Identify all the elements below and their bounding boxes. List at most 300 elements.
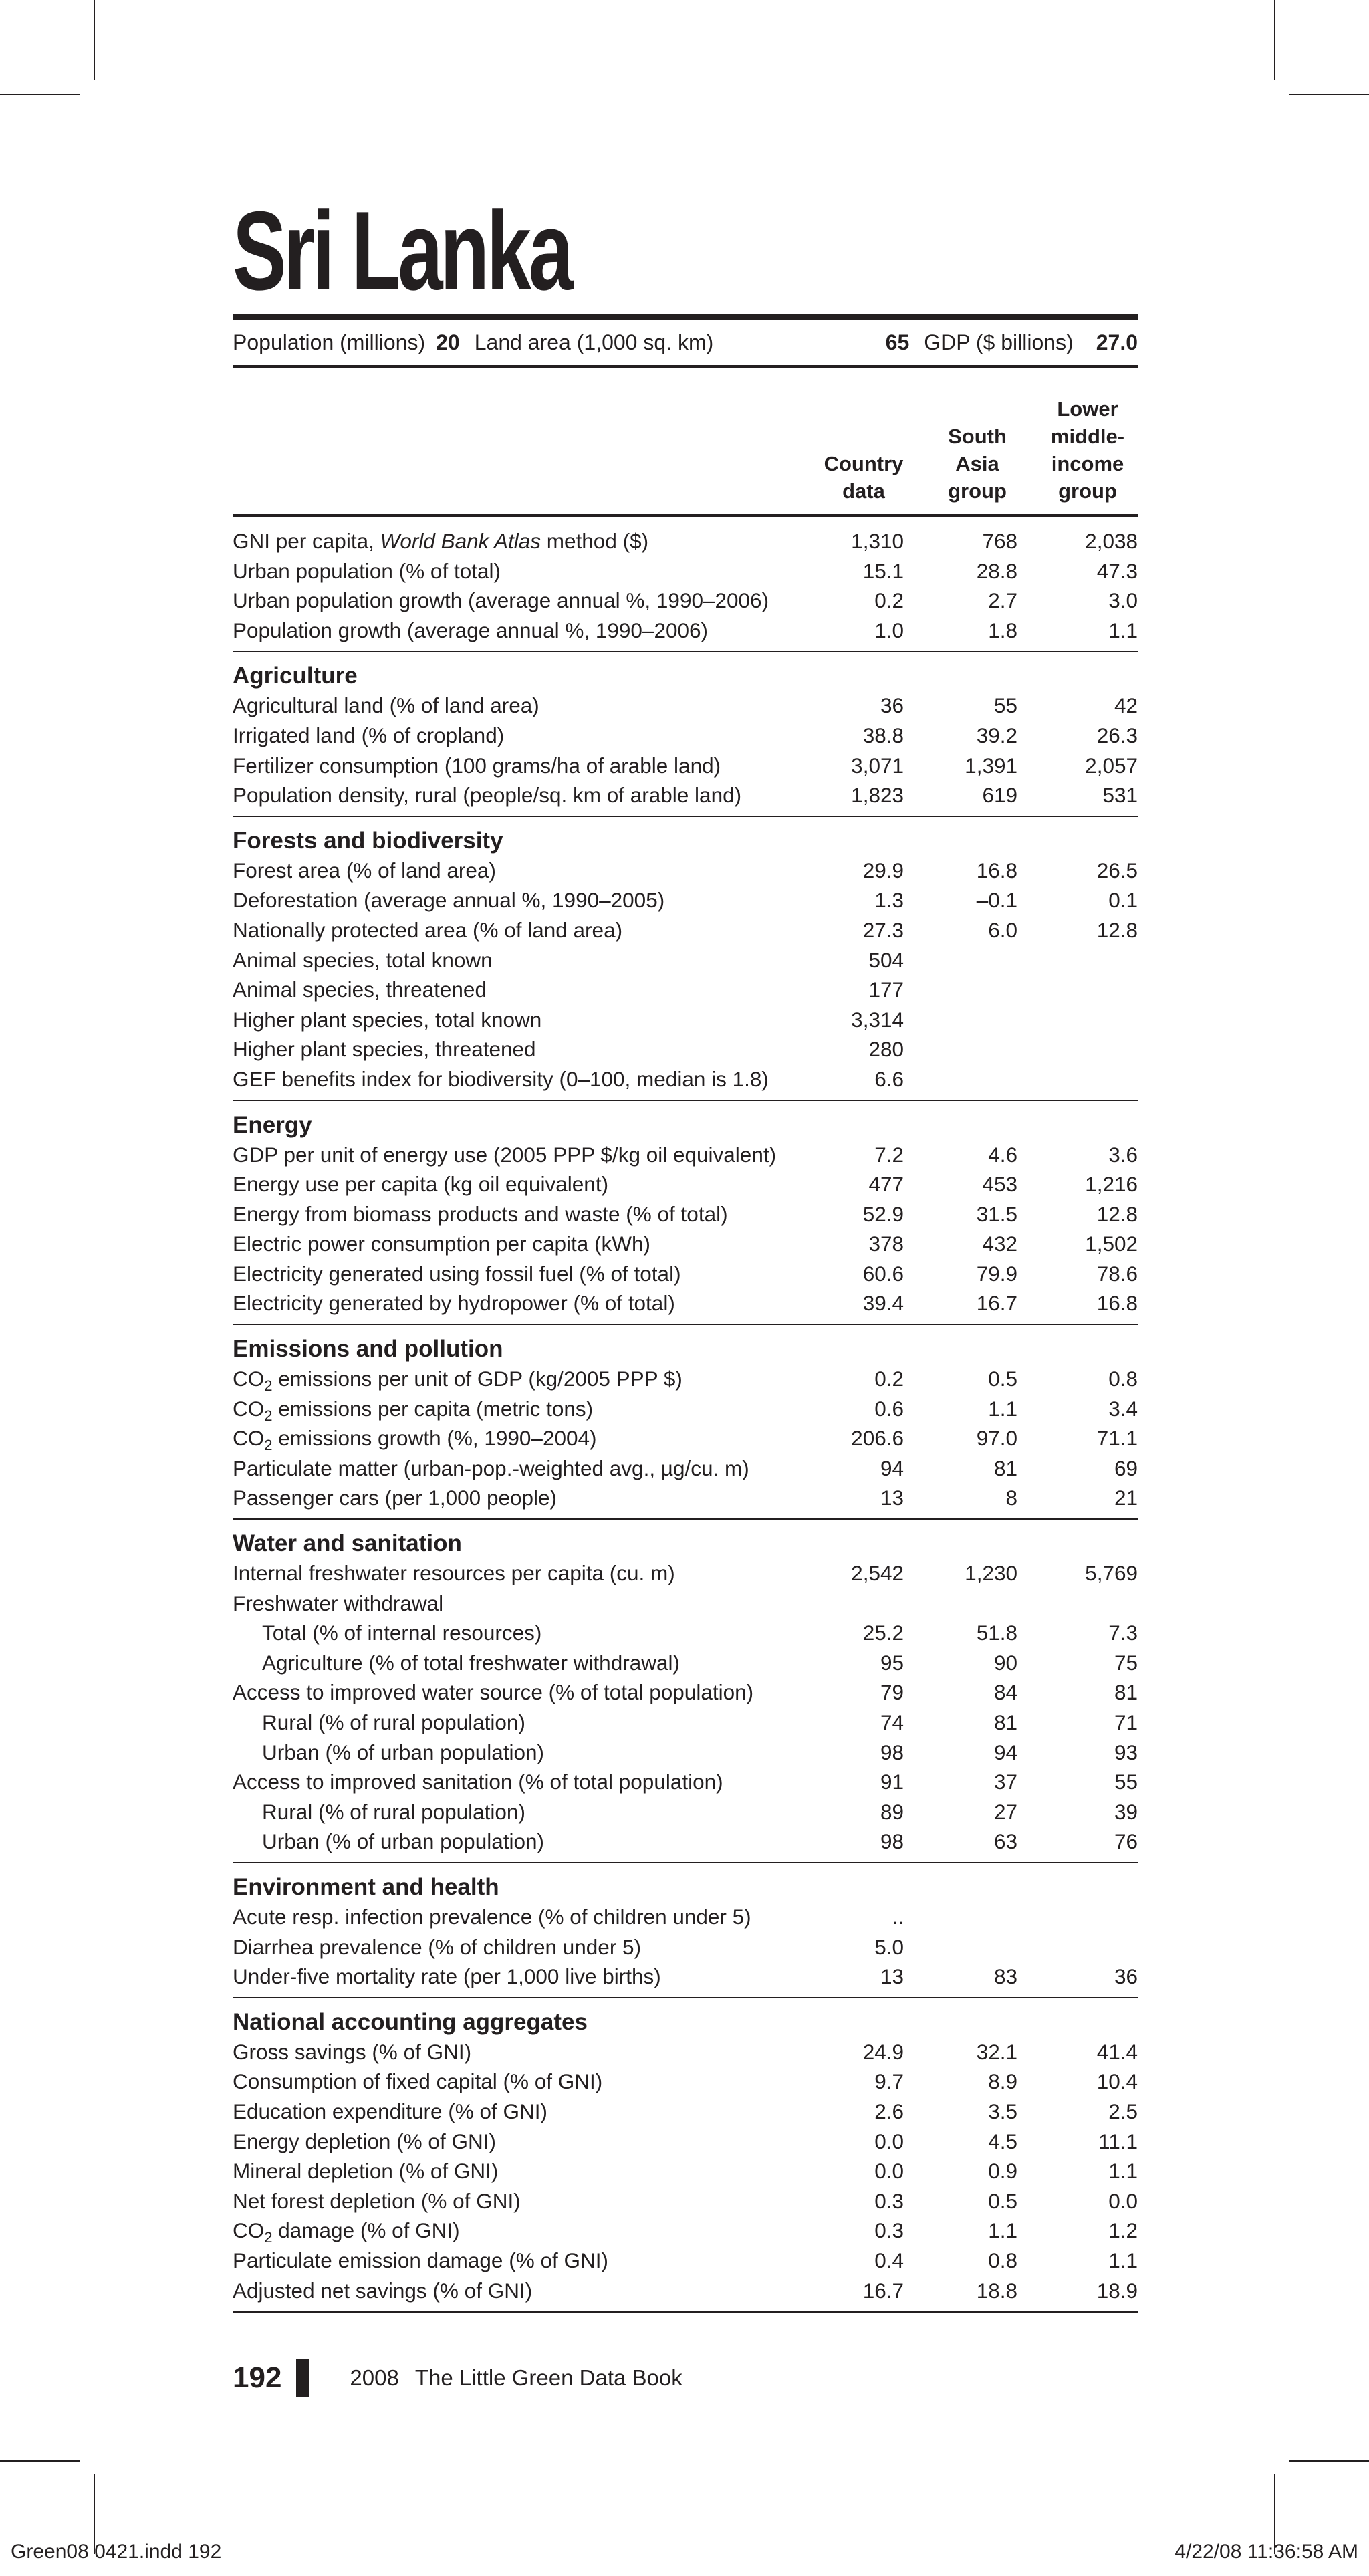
value-cell: 504 [868, 947, 904, 972]
value-cell: 16.7 [976, 1291, 1017, 1316]
value-cell: 28.8 [976, 558, 1017, 583]
table-row [233, 1394, 1138, 1424]
value-cell: 26.5 [1096, 858, 1138, 883]
row-label: Total (% of internal resources) [262, 1621, 542, 1645]
row-label: Higher plant species, total known [233, 1007, 542, 1032]
row-label: Energy use per capita (kg oil equivalent) [233, 1172, 609, 1197]
value-cell: 18.8 [976, 2278, 1017, 2303]
section-title: Forests and biodiversity [233, 827, 503, 854]
value-cell: 531 [1102, 783, 1138, 808]
value-cell: 42 [1114, 693, 1138, 718]
row-label: Education expenditure (% of GNI) [233, 2099, 547, 2123]
value-cell: 6.0 [988, 917, 1017, 942]
table-row [233, 2186, 1138, 2216]
value-cell: 98 [880, 1740, 904, 1764]
value-cell: 55 [1114, 1770, 1138, 1794]
value-cell: 71.1 [1096, 1426, 1138, 1451]
table-row [233, 2097, 1138, 2127]
row-label-text: emissions growth (%, 1990–2004) [272, 1426, 597, 1451]
row-label: Electricity generated by hydropower (% of total) [233, 1291, 675, 1316]
value-cell: 0.2 [874, 1367, 904, 1391]
slug-right: 4/22/08 11:36:58 AM [1174, 2541, 1358, 2563]
value-cell: 6.6 [874, 1066, 904, 1091]
value-cell: 98 [880, 1829, 904, 1854]
row-label: Internal freshwater resources per capita (cu. m) [233, 1561, 675, 1586]
table-section [233, 1520, 1138, 1862]
page-number: 192 [233, 2361, 282, 2394]
value-cell: 10.4 [1096, 2069, 1138, 2094]
value-cell: 0.0 [1108, 2188, 1138, 2213]
row-label-text: emissions per unit of GDP (kg/2005 PPP $) [272, 1367, 682, 1391]
row-label: Energy depletion (% of GNI) [233, 2129, 496, 2153]
row-label [233, 1364, 810, 1394]
row-label-text: damage (% of GNI) [272, 2218, 460, 2243]
land-area-label: Land area (1,000 sq. km) [474, 330, 714, 354]
value-cell: 0.4 [874, 2248, 904, 2272]
row-label [233, 1423, 810, 1453]
value-cell: 39.2 [976, 723, 1017, 747]
row-label: Access to improved water source (% of total population) [233, 1680, 754, 1705]
value-cell: 29.9 [862, 858, 904, 883]
value-cell: 8 [1005, 1486, 1017, 1510]
value-cell: 76 [1114, 1829, 1138, 1854]
value-cell: 21 [1114, 1486, 1138, 1510]
table-row [233, 1797, 1138, 1827]
crop-mark [1274, 0, 1275, 80]
table-row [233, 2127, 1138, 2157]
page-title: Sri Lanka [233, 188, 571, 314]
value-cell: 3.0 [1108, 588, 1138, 613]
value-cell: 1,391 [965, 753, 1017, 778]
value-cell: 81 [993, 1710, 1017, 1734]
value-cell [1037, 1932, 1138, 1962]
value-cell: 31.5 [976, 1201, 1017, 1226]
value-cell: 15.1 [862, 558, 904, 583]
value-cell: 94 [880, 1455, 904, 1480]
row-label: Animal species, threatened [233, 977, 487, 1002]
value-cell [917, 1932, 1037, 1962]
value-cell: 768 [982, 529, 1017, 553]
value-cell: 75 [1114, 1650, 1138, 1675]
value-cell: 47.3 [1096, 558, 1138, 583]
value-cell [1037, 975, 1138, 1005]
row-label: Energy from biomass products and waste (% of total) [233, 1201, 728, 1226]
table-row [233, 1229, 1138, 1259]
row-label: Diarrhea prevalence (% of children under 5) [233, 1934, 642, 1959]
value-cell: 0.3 [874, 2188, 904, 2213]
value-cell [1037, 1064, 1138, 1094]
value-cell: 38.8 [862, 723, 904, 747]
co2-text: CO [233, 1396, 265, 1421]
row-label-part: method ($) [541, 529, 649, 553]
value-cell: 0.9 [988, 2159, 1017, 2184]
value-cell: 12.8 [1096, 1201, 1138, 1226]
population-value: 20 [436, 330, 460, 354]
row-label: Particulate emission damage (% of GNI) [233, 2248, 608, 2272]
table-row [233, 1423, 1138, 1453]
table-row [233, 1364, 1138, 1394]
co2-text: CO [233, 1426, 265, 1451]
table-row [233, 526, 1138, 556]
row-label: GDP per unit of energy use (2005 PPP $/kg oil equivalent) [233, 1142, 777, 1167]
section-rule [233, 2311, 1138, 2313]
table-row [233, 2156, 1138, 2186]
table-row [233, 2246, 1138, 2276]
table-row [233, 1064, 1138, 1094]
value-cell: 0.5 [988, 1367, 1017, 1391]
row-label: Animal species, total known [233, 947, 493, 972]
table-row [233, 1140, 1138, 1170]
table-row [233, 2276, 1138, 2306]
row-label: Agricultural land (% of land area) [233, 693, 539, 718]
row-label: Particulate matter (urban-pop.-weighted avg., µg/cu. m) [233, 1455, 749, 1480]
row-label: Electricity generated using fossil fuel (% of total) [233, 1261, 681, 1286]
value-cell: 3.4 [1108, 1396, 1138, 1421]
value-cell: 5,769 [1085, 1561, 1138, 1586]
value-cell: 9.7 [874, 2069, 904, 2094]
value-cell: 2,542 [851, 1561, 904, 1586]
value-cell: .. [892, 1904, 904, 1929]
value-cell: 280 [868, 1037, 904, 1062]
value-cell: 60.6 [862, 1261, 904, 1286]
row-label: Under-five mortality rate (per 1,000 live births) [233, 1964, 661, 1989]
value-cell: 79.9 [976, 1261, 1017, 1286]
row-label: Net forest depletion (% of GNI) [233, 2188, 521, 2213]
value-cell: 0.1 [1108, 888, 1138, 913]
value-cell: 79 [880, 1680, 904, 1705]
value-cell: 1.1 [1108, 2159, 1138, 2184]
value-cell: 95 [880, 1650, 904, 1675]
value-cell [917, 1064, 1037, 1094]
table-row [233, 1677, 1138, 1708]
table-row [233, 1708, 1138, 1738]
population-label: Population (millions) [233, 330, 426, 354]
footer-text [350, 2365, 698, 2391]
table-row [233, 1767, 1138, 1797]
page-footer [233, 2359, 699, 2397]
table-row [233, 721, 1138, 751]
value-cell: 0.6 [874, 1396, 904, 1421]
crop-mark [1289, 94, 1369, 95]
table-row [233, 2037, 1138, 2067]
gdp-label: GDP ($ billions) [924, 330, 1074, 354]
table-row [233, 1169, 1138, 1199]
value-cell: 41.4 [1096, 2039, 1138, 2064]
co2-text: CO [233, 1367, 265, 1391]
value-cell: 8.9 [988, 2069, 1017, 2094]
section-title: Water and sanitation [233, 1530, 462, 1557]
value-cell: 0.0 [874, 2159, 904, 2184]
value-cell: 477 [868, 1172, 904, 1197]
table-row [233, 915, 1138, 945]
value-cell: 206.6 [851, 1426, 904, 1451]
row-label [233, 1394, 810, 1424]
value-cell: 94 [993, 1740, 1017, 1764]
gdp-value: 27.0 [1096, 330, 1138, 354]
co2-text: CO [233, 2218, 265, 2243]
table-section [233, 1325, 1138, 1518]
table-row [233, 1453, 1138, 1484]
table-row [233, 1483, 1138, 1513]
value-cell: 1.8 [988, 618, 1017, 642]
row-label: Rural (% of rural population) [262, 1710, 525, 1734]
table-row [233, 616, 1138, 646]
row-label: Higher plant species, threatened [233, 1037, 536, 1062]
value-cell: 432 [982, 1232, 1017, 1256]
row-label: Electric power consumption per capita (kWh) [233, 1232, 650, 1256]
row-label: Irrigated land (% of cropland) [233, 723, 505, 747]
value-cell: 1.3 [874, 888, 904, 913]
section-title: Environment and health [233, 1873, 499, 1900]
value-cell: 91 [880, 1770, 904, 1794]
table-row [233, 1962, 1138, 1992]
country-page [233, 188, 1138, 2313]
value-cell: 0.0 [874, 2129, 904, 2153]
footer-bar [296, 2359, 309, 2397]
table-section [233, 517, 1138, 651]
crop-mark [0, 2460, 80, 2462]
value-cell: 37 [993, 1770, 1017, 1794]
value-cell: 32.1 [976, 2039, 1017, 2064]
value-cell [917, 945, 1037, 975]
value-cell: 1,230 [965, 1561, 1017, 1586]
section-title: Agriculture [233, 663, 358, 689]
table-row [233, 1589, 1138, 1619]
row-label: Freshwater withdrawal [233, 1591, 444, 1615]
value-cell: 1.1 [1108, 2248, 1138, 2272]
value-cell: 83 [993, 1964, 1017, 1989]
value-cell: 51.8 [976, 1621, 1017, 1645]
value-cell: 177 [868, 977, 904, 1002]
table-row [233, 1618, 1138, 1648]
value-cell: 2.6 [874, 2099, 904, 2123]
column-header-country: Country data [824, 452, 904, 503]
table-row [233, 780, 1138, 810]
value-cell: 36 [880, 693, 904, 718]
row-label: Deforestation (average annual %, 1990–2005) [233, 888, 665, 913]
row-label: Agriculture (% of total freshwater withdrawal) [262, 1650, 680, 1675]
table-row [233, 1827, 1138, 1857]
co2-subscript: 2 [264, 1407, 273, 1424]
value-cell: 619 [982, 783, 1017, 808]
value-cell: 16.8 [1096, 1291, 1138, 1316]
table-section [233, 1998, 1138, 2311]
table-row [233, 1558, 1138, 1589]
value-cell: 2.5 [1108, 2099, 1138, 2123]
value-cell: 84 [993, 1680, 1017, 1705]
value-cell: 25.2 [862, 1621, 904, 1645]
value-cell: 1,310 [851, 529, 904, 553]
value-cell: 11.1 [1098, 2129, 1138, 2153]
table-row [233, 1034, 1138, 1064]
value-cell: 1,502 [1085, 1232, 1138, 1256]
value-cell: 13 [880, 1964, 904, 1989]
value-cell: 0.3 [874, 2218, 904, 2243]
value-cell: 39.4 [862, 1291, 904, 1316]
value-cell: 1.0 [874, 618, 904, 642]
table-row [233, 885, 1138, 915]
table-row [233, 856, 1138, 886]
value-cell: 13 [880, 1486, 904, 1510]
value-cell [1037, 945, 1138, 975]
table-row [233, 586, 1138, 616]
row-label: Nationally protected area (% of land area) [233, 917, 623, 942]
column-header-lower-middle: Lower middle- income group [1050, 397, 1125, 503]
title-rule [233, 314, 1138, 320]
value-cell: 39 [1114, 1799, 1138, 1824]
row-label: Population growth (average annual %, 1990–2006) [233, 618, 709, 642]
value-cell: 3.6 [1108, 1142, 1138, 1167]
row-label: Adjusted net savings (% of GNI) [233, 2278, 533, 2303]
value-cell: 12.8 [1096, 917, 1138, 942]
land-area-value: 65 [885, 330, 910, 354]
value-cell: 36 [1114, 1964, 1138, 1989]
table-row [233, 1932, 1138, 1962]
footer-year: 2008 [350, 2365, 399, 2390]
row-label-text: emissions per capita (metric tons) [272, 1396, 594, 1421]
footer-book-title: The Little Green Data Book [414, 2365, 682, 2390]
table-row [233, 1259, 1138, 1289]
value-cell: 0.2 [874, 588, 904, 613]
value-cell: 93 [1114, 1740, 1138, 1764]
table-row [233, 1738, 1138, 1768]
row-label: Forest area (% of land area) [233, 858, 496, 883]
value-cell [1037, 1589, 1138, 1619]
row-label: Population density, rural (people/sq. km of arable land) [233, 783, 742, 808]
indicator-table [233, 517, 1138, 2313]
value-cell [917, 1005, 1037, 1035]
row-label [233, 526, 810, 556]
value-cell: 74 [880, 1710, 904, 1734]
crop-mark [0, 94, 80, 95]
summary-bar [233, 320, 1138, 365]
row-label: Access to improved sanitation (% of total population) [233, 1770, 723, 1794]
table-row [233, 691, 1138, 721]
value-cell: 63 [993, 1829, 1017, 1854]
table-row [233, 1199, 1138, 1230]
value-cell: 18.9 [1096, 2278, 1138, 2303]
section-title: Energy [233, 1111, 312, 1138]
value-cell: 81 [993, 1455, 1017, 1480]
value-cell: 97.0 [976, 1426, 1017, 1451]
value-cell: 1,216 [1085, 1172, 1138, 1197]
table-section [233, 1863, 1138, 1997]
value-cell: 69 [1114, 1455, 1138, 1480]
crop-mark [1289, 2460, 1369, 2462]
value-cell [917, 1902, 1037, 1932]
value-cell: 7.2 [874, 1142, 904, 1167]
table-row [233, 975, 1138, 1005]
table-row [233, 751, 1138, 781]
co2-subscript: 2 [264, 2229, 273, 2246]
value-cell: 16.7 [862, 2278, 904, 2303]
table-section [233, 652, 1138, 815]
row-label [233, 2216, 810, 2246]
row-label: Acute resp. infection prevalence (% of children under 5) [233, 1904, 751, 1929]
value-cell: 2,038 [1085, 529, 1138, 553]
co2-subscript: 2 [264, 1377, 273, 1395]
row-label: Consumption of fixed capital (% of GNI) [233, 2069, 603, 2094]
value-cell: 3,071 [851, 753, 904, 778]
value-cell: 78.6 [1096, 1261, 1138, 1286]
value-cell: 24.9 [862, 2039, 904, 2064]
value-cell: 2,057 [1085, 753, 1138, 778]
section-title: Emissions and pollution [233, 1336, 503, 1363]
value-cell: 453 [982, 1172, 1017, 1197]
value-cell: 4.6 [988, 1142, 1017, 1167]
table-row [233, 1288, 1138, 1318]
value-cell: 27.3 [862, 917, 904, 942]
row-label: Urban population (% of total) [233, 558, 501, 583]
row-label: Fertilizer consumption (100 grams/ha of arable land) [233, 753, 721, 778]
row-label: Gross savings (% of GNI) [233, 2039, 472, 2064]
row-label-part: GNI per capita, [233, 529, 380, 553]
value-cell: 1.1 [988, 1396, 1017, 1421]
section-title: National accounting aggregates [233, 2008, 588, 2035]
row-label: Rural (% of rural population) [262, 1799, 525, 1824]
value-cell: 3,314 [851, 1007, 904, 1032]
co2-subscript: 2 [264, 1437, 273, 1454]
table-row [233, 945, 1138, 975]
value-cell: 3.5 [988, 2099, 1017, 2123]
value-cell: 52.9 [862, 1201, 904, 1226]
value-cell: 81 [1114, 1680, 1138, 1705]
table-row [233, 1902, 1138, 1932]
value-cell: 5.0 [874, 1934, 904, 1959]
value-cell: 0.5 [988, 2188, 1017, 2213]
value-cell: 90 [993, 1650, 1017, 1675]
row-label: Passenger cars (per 1,000 people) [233, 1486, 557, 1510]
value-cell: 0.8 [1108, 1367, 1138, 1391]
value-cell: 1.1 [988, 2218, 1017, 2243]
table-row [233, 2216, 1138, 2246]
table-row [233, 2067, 1138, 2097]
value-cell [1037, 1902, 1138, 1932]
row-label: Urban population growth (average annual %, 1990–2006) [233, 588, 769, 613]
slug-left: Green08 0421.indd 192 [11, 2541, 222, 2563]
value-cell: 7.3 [1108, 1621, 1138, 1645]
table-section [233, 817, 1138, 1100]
row-label: GEF benefits index for biodiversity (0–100, median is 1.8) [233, 1066, 769, 1091]
table-row [233, 556, 1138, 586]
value-cell: 4.5 [988, 2129, 1017, 2153]
value-cell: 89 [880, 1799, 904, 1824]
value-cell: 27 [993, 1799, 1017, 1824]
row-label: Mineral depletion (% of GNI) [233, 2159, 499, 2184]
value-cell: 16.8 [976, 858, 1017, 883]
value-cell: 1,823 [851, 783, 904, 808]
value-cell: 55 [993, 693, 1017, 718]
row-label: Urban (% of urban population) [262, 1740, 545, 1764]
value-cell [1037, 1005, 1138, 1035]
value-cell: 1.2 [1108, 2218, 1138, 2243]
crop-mark [94, 0, 95, 80]
row-label: Urban (% of urban population) [262, 1829, 545, 1854]
value-cell: 0.8 [988, 2248, 1017, 2272]
value-cell [1037, 1034, 1138, 1064]
value-cell: 2.7 [988, 588, 1017, 613]
value-cell [917, 975, 1037, 1005]
value-cell [810, 1589, 917, 1619]
value-cell: 26.3 [1096, 723, 1138, 747]
value-cell: 71 [1114, 1710, 1138, 1734]
value-cell [917, 1589, 1037, 1619]
table-row [233, 1005, 1138, 1035]
value-cell: 378 [868, 1232, 904, 1256]
value-cell: 1.1 [1108, 618, 1138, 642]
table-row [233, 1648, 1138, 1678]
row-label-italic: World Bank Atlas [380, 529, 541, 553]
